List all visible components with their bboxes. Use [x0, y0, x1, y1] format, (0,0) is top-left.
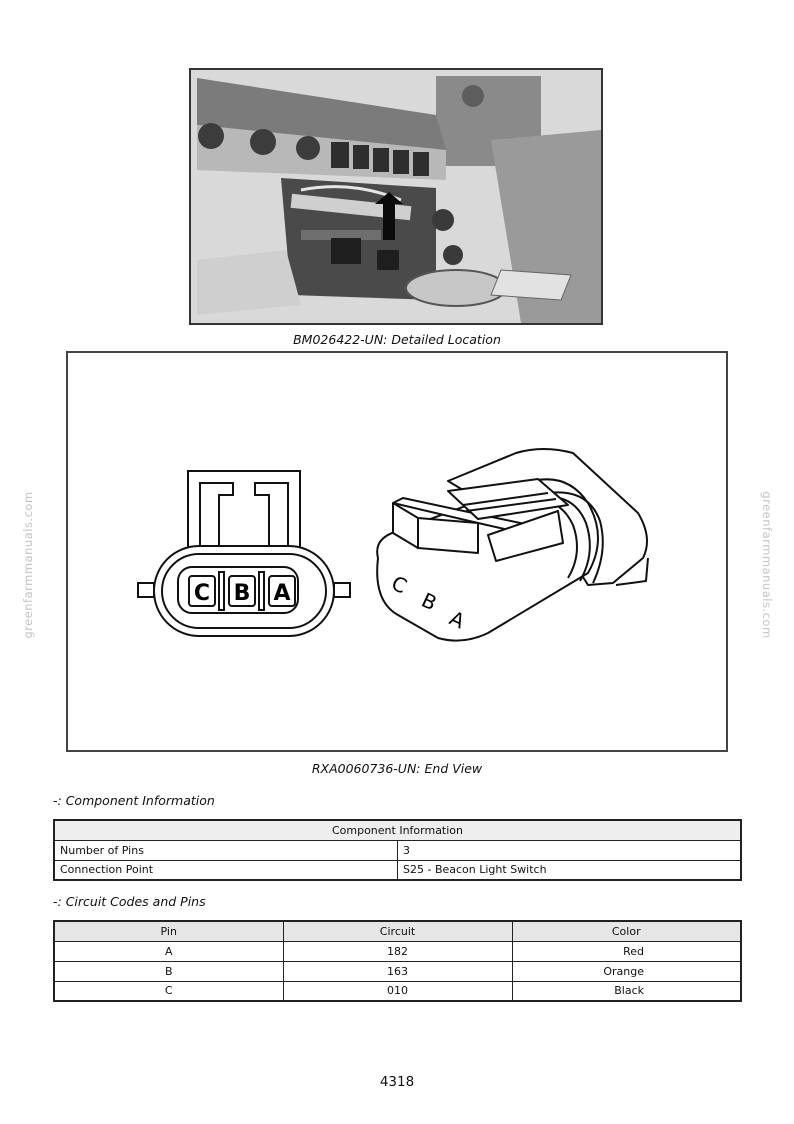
circuit-cell: 010 [283, 981, 512, 1001]
watermark-right: greenfarmmanuals.com [760, 491, 774, 639]
circuit-codes-table [53, 920, 742, 1002]
end-view-diagram [66, 351, 728, 752]
end-view-caption: RXA0060736-UN: End View [311, 761, 483, 776]
page-number: 4318 [379, 1074, 415, 1090]
table-row [54, 981, 741, 1001]
watermark-left: greenfarmmanuals.com [21, 491, 35, 639]
column-header-pin: Pin [54, 921, 283, 941]
pin-cell: A [54, 941, 283, 961]
connector-front-view [138, 471, 350, 636]
component-info-title: -: Component Information [53, 793, 215, 808]
location-caption: BM026422-UN: Detailed Location [293, 332, 501, 347]
side-pin-label-b: B [417, 587, 441, 616]
connection-point-value: S25 - Beacon Light Switch [398, 860, 742, 880]
connector-side-view [377, 449, 648, 641]
pins-label: Number of Pins [54, 840, 398, 860]
column-header-color: Color [512, 921, 741, 941]
front-pin-label-b: B [233, 581, 251, 606]
circuit-cell: 182 [283, 941, 512, 961]
component-info-table [53, 819, 742, 881]
table-row [54, 820, 741, 840]
table-row [54, 961, 741, 981]
table-header-row [54, 921, 741, 941]
connector-illustration [68, 353, 726, 750]
side-pin-label-c: C [387, 570, 411, 599]
pins-value: 3 [398, 840, 742, 860]
front-pin-label-a: A [273, 581, 291, 606]
pin-cell: C [54, 981, 283, 1001]
component-info-header: Component Information [54, 820, 741, 840]
circuit-cell: 163 [283, 961, 512, 981]
table-row [54, 941, 741, 961]
side-pin-label-a: A [445, 605, 469, 634]
column-header-circuit: Circuit [283, 921, 512, 941]
color-cell: Red [512, 941, 741, 961]
connection-point-label: Connection Point [54, 860, 398, 880]
front-pin-label-c: C [193, 581, 211, 606]
table-row [54, 860, 741, 880]
color-cell: Orange [512, 961, 741, 981]
table-row [54, 840, 741, 860]
pin-cell: B [54, 961, 283, 981]
color-cell: Black [512, 981, 741, 1001]
circuit-codes-title: -: Circuit Codes and Pins [53, 894, 206, 909]
location-photo [189, 68, 603, 325]
dashboard-illustration [191, 70, 601, 323]
